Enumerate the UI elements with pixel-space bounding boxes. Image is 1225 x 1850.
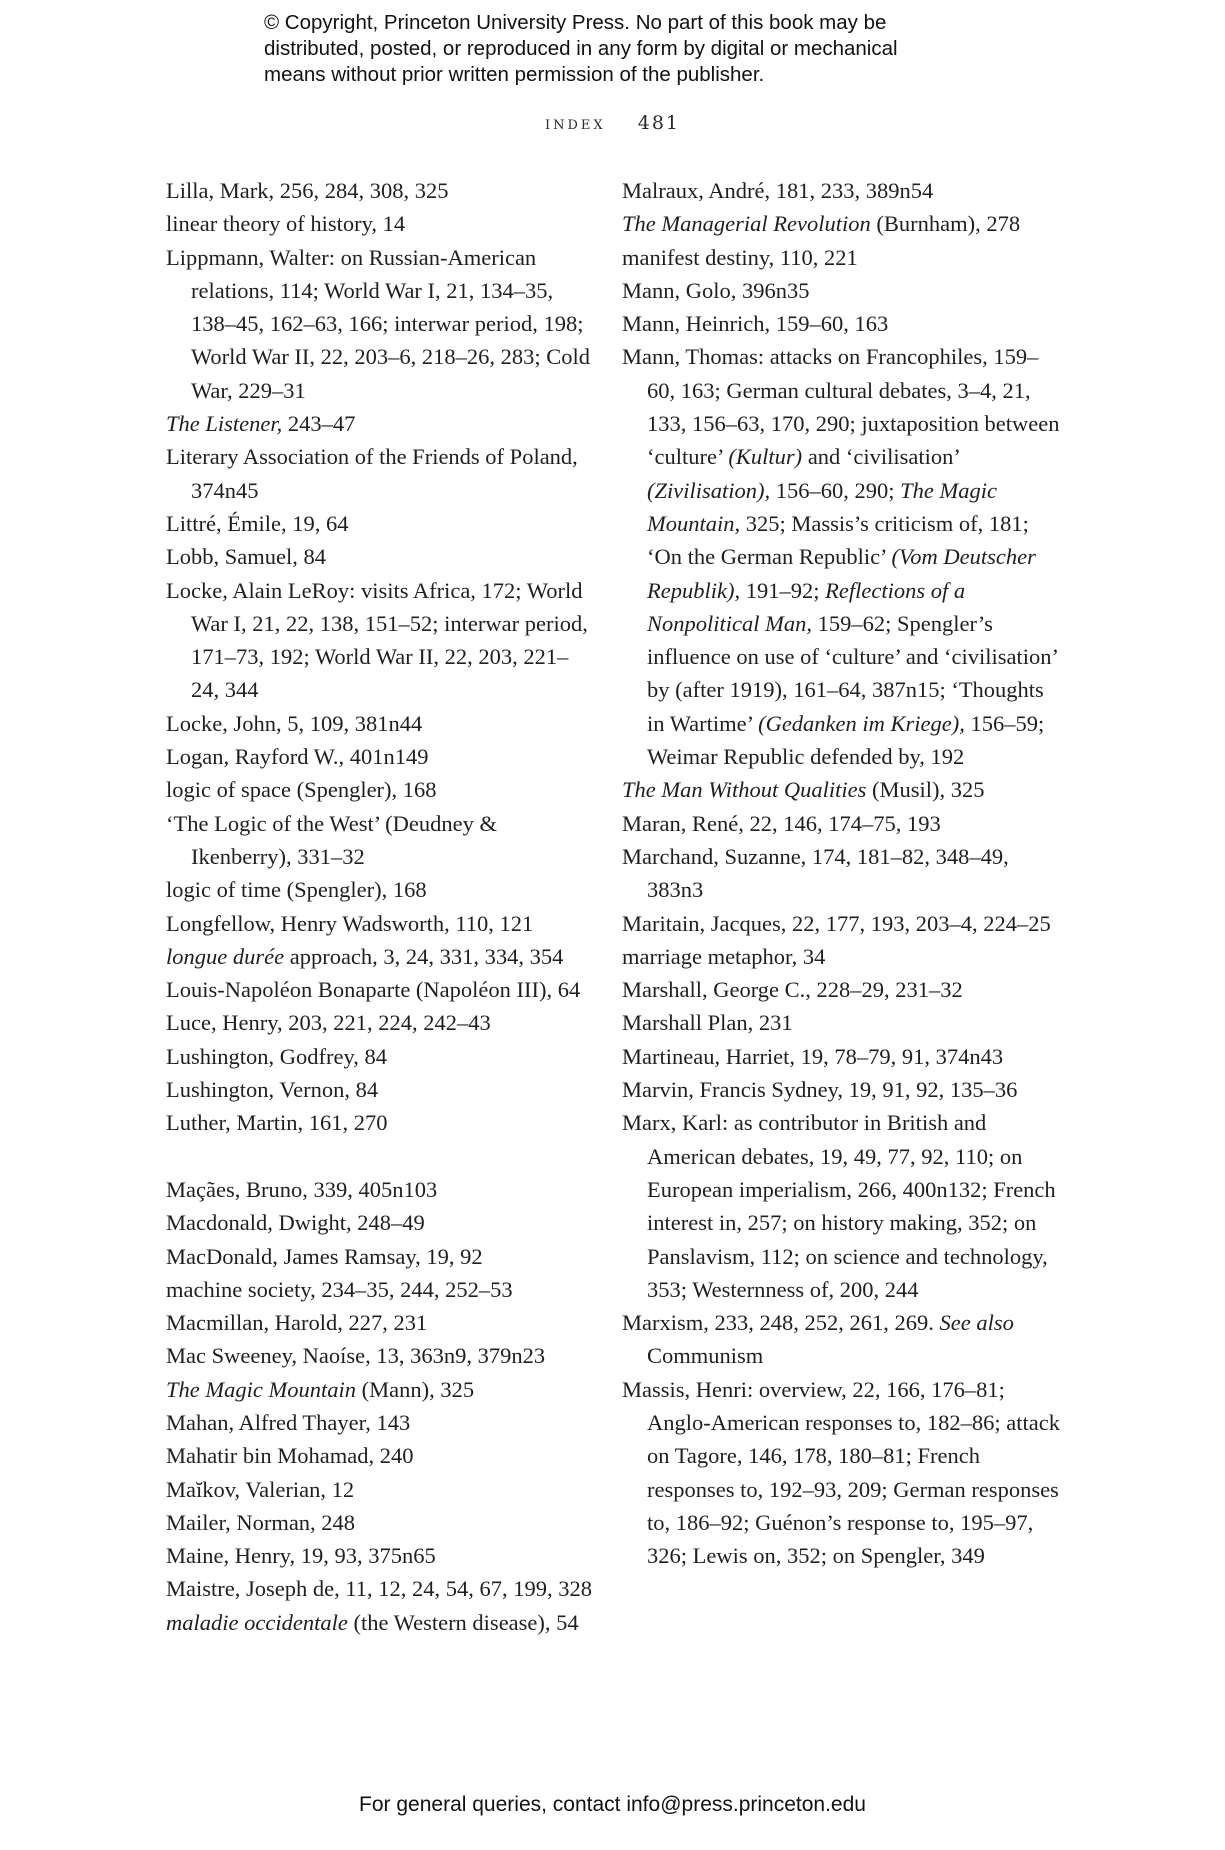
- index-entry-italic-text: The Magic Mountain: [166, 1376, 356, 1402]
- index-entry-text: Mahan, Alfred Thayer, 143: [166, 1409, 411, 1435]
- index-entry-text: Lippmann, Walter: on Russian-American relations, 114; World War I, 21, 134–35, 138–45, 162–63, 166; interwar period, 198; World War II, 22, 203–6, 218–26, 283; Cold War, 229–31: [166, 244, 591, 403]
- index-entry-text: Louis-Napoléon Bonaparte (Napoléon III), 64: [166, 977, 581, 1003]
- index-entry: [166, 1240, 596, 1273]
- index-entry: [622, 1373, 1062, 1573]
- index-entry: [166, 1273, 596, 1306]
- index-entry-text: linear theory of history, 14: [166, 211, 406, 237]
- index-entry: [166, 907, 596, 940]
- index-entry: [622, 840, 1062, 907]
- index-entry: [166, 940, 596, 973]
- index-entry-italic-text: Reflections of a Nonpolitical Man,: [647, 577, 966, 636]
- index-entry-italic-text: (Zivilisation),: [647, 477, 771, 503]
- index-entry-text: machine society, 234–35, 244, 252–53: [166, 1276, 513, 1302]
- index-entry-text: (Musil), 325: [866, 777, 985, 803]
- index-entry-text: Maĭkov, Valerian, 12: [166, 1476, 355, 1502]
- index-entry: [166, 1473, 596, 1506]
- index-entry-italic-text: See also: [939, 1310, 1014, 1336]
- index-entry: [166, 873, 596, 906]
- index-entry-text: Luther, Martin, 161, 270: [166, 1110, 388, 1136]
- index-entry-text: Marshall, George C., 228–29, 231–32: [622, 977, 963, 1003]
- index-entry-text: (the Western disease), 54: [347, 1609, 579, 1635]
- index-entry: [166, 807, 596, 874]
- index-entry-text: Marxism, 233, 248, 252, 261, 269.: [622, 1310, 940, 1336]
- index-entry-text: Literary Association of the Friends of Poland, 374n45: [166, 444, 578, 503]
- index-entry-text: ‘The Logic of the West’ (Deudney & Ikenberry), 331–32: [166, 810, 497, 869]
- index-entry-text: Marshall Plan, 231: [622, 1010, 793, 1036]
- index-entry: [166, 1006, 596, 1039]
- index-entry-text: logic of time (Spengler), 168: [166, 877, 427, 903]
- index-entry: [622, 1306, 1062, 1373]
- index-entry-text: Marx, Karl: as contributor in British and American debates, 19, 49, 77, 92, 110; on European imperialism, 266, 400n132; French interest in, 257; on history making, 352; on Panslavism, 112; on science and technology, 353; Westernness of, 200, 244: [622, 1110, 1056, 1302]
- index-entry: [166, 707, 596, 740]
- index-entry-text: Massis, Henri: overview, 22, 166, 176–81; Anglo-American responses to, 182–86; attack on Tagore, 146, 178, 180–81; French responses to, 192–93, 209; German responses to, 186–92; Guénon’s response to, 195–97, 326; Lewis on, 352; on Spengler, 349: [622, 1376, 1061, 1569]
- index-entry-italic-text: maladie occidentale: [166, 1609, 348, 1635]
- index-entry-text: Macdonald, Dwight, 248–49: [166, 1210, 425, 1236]
- index-entry: [622, 174, 1062, 207]
- index-entry: [166, 740, 596, 773]
- index-entry-text: 325; Massis’s criticism of, 181; ‘On the German Republic’: [647, 510, 1029, 570]
- index-entry-text: Mailer, Norman, 248: [166, 1509, 356, 1535]
- index-entry-text: Mann, Heinrich, 159–60, 163: [622, 311, 889, 337]
- index-entry: [622, 1006, 1062, 1039]
- index-entry-text: Littré, Émile, 19, 64: [166, 510, 349, 536]
- index-entry-text: Maran, René, 22, 146, 174–75, 193: [622, 810, 941, 836]
- index-entry-text: Maine, Henry, 19, 93, 375n65: [166, 1543, 436, 1569]
- running-head: [0, 112, 1225, 134]
- index-entry: [166, 1439, 596, 1472]
- index-entry: [166, 1073, 596, 1106]
- index-entry-text: Martineau, Harriet, 19, 78–79, 91, 374n43: [622, 1043, 1004, 1069]
- index-entry-text: (Burnham), 278: [870, 211, 1021, 237]
- index-entry-text: Locke, Alain LeRoy: visits Africa, 172; World War I, 21, 22, 138, 151–52; interwar period, 171–73, 192; World War II, 22, 203, 221–24, 344: [166, 577, 588, 703]
- index-entry: [166, 1306, 596, 1339]
- index-entry: [166, 1539, 596, 1572]
- copyright-notice: [264, 10, 1024, 88]
- index-entry: [622, 973, 1062, 1006]
- index-entry-text: Mann, Thomas: attacks on Francophiles, 159–60, 163; German cultural debates, 3–4, 21, 133, 156–63, 170, 290; juxtaposition between ‘culture’: [622, 344, 1060, 470]
- index-entry: [166, 1572, 596, 1605]
- index-entry-text: 243–47: [282, 411, 356, 437]
- index-entry: [622, 773, 1062, 806]
- index-entry: [166, 1040, 596, 1073]
- index-entry: [622, 807, 1062, 840]
- index-entry: [166, 207, 596, 240]
- index-entry-text: 156–60, 290;: [770, 477, 901, 503]
- index-entry-italic-text: The Man Without Qualities: [622, 777, 867, 803]
- index-entry-italic-text: The Managerial Revolution: [622, 211, 871, 237]
- index-entry-text: Marchand, Suzanne, 174, 181–82, 348–49, 383n3: [622, 843, 1009, 903]
- index-entry: [622, 1106, 1062, 1306]
- index-entry-text: Malraux, André, 181, 233, 389n54: [622, 178, 934, 203]
- index-entry-text: Maritain, Jacques, 22, 177, 193, 203–4, 224–25: [622, 910, 1051, 936]
- index-entry: [166, 1106, 596, 1139]
- index-entry-text: Mahatir bin Mohamad, 240: [166, 1443, 414, 1469]
- index-entry: [166, 1206, 596, 1239]
- index-entry: [166, 773, 596, 806]
- index-entry: [166, 507, 596, 540]
- index-entry: [166, 407, 596, 440]
- index-entry-text: Logan, Rayford W., 401n149: [166, 744, 429, 770]
- index-entry: [166, 1606, 596, 1639]
- index-entry-text: approach, 3, 24, 331, 334, 354: [284, 943, 564, 969]
- copyright-line: distributed, posted, or reproduced in any form by digital or mechanical: [264, 37, 898, 60]
- index-entry-italic-text: (Gedanken im Kriege),: [758, 710, 965, 736]
- running-head-title: index: [545, 112, 606, 134]
- index-entry: [622, 274, 1062, 307]
- index-entry-text: Luce, Henry, 203, 221, 224, 242–43: [166, 1010, 491, 1036]
- index-entry: [166, 1373, 596, 1406]
- index-entry-text: Communism: [647, 1343, 764, 1369]
- index-entry: [166, 973, 596, 1006]
- index-entry: [166, 174, 596, 207]
- index-entry: [622, 307, 1062, 340]
- index-entry-italic-text: The Listener,: [166, 411, 283, 437]
- index-entry-text: and ‘civilisation’: [802, 444, 960, 470]
- index-entry-text: Lushington, Vernon, 84: [166, 1077, 379, 1103]
- index-column-right: [622, 174, 1062, 1572]
- index-entry: [622, 1040, 1062, 1073]
- index-entry-text: (Mann), 325: [355, 1376, 475, 1402]
- index-entry: [166, 1406, 596, 1439]
- index-entry-text: Lilla, Mark, 256, 284, 308, 325: [166, 178, 449, 203]
- index-entry-text: Marvin, Francis Sydney, 19, 91, 92, 135–36: [622, 1077, 1018, 1103]
- index-entry-text: logic of space (Spengler), 168: [166, 777, 437, 803]
- index-entry-text: Mann, Golo, 396n35: [622, 277, 810, 303]
- index-entry-text: 191–92;: [740, 577, 826, 603]
- index-entry-text: Maistre, Joseph de, 11, 12, 24, 54, 67, 199, 328: [166, 1576, 593, 1602]
- index-entry: [166, 440, 596, 507]
- index-entry-text: Locke, John, 5, 109, 381n44: [166, 710, 423, 736]
- copyright-line: © Copyright, Princeton University Press. No part of this book may be: [264, 11, 887, 34]
- index-entry: [166, 540, 596, 573]
- index-entry-text: manifest destiny, 110, 221: [622, 244, 858, 270]
- index-entry: [166, 241, 596, 407]
- index-entry-italic-text: (Vom Deutscher Republik),: [647, 544, 1036, 603]
- index-column-left: [166, 174, 596, 1639]
- index-entry-italic-text: The Magic Mountain,: [647, 477, 997, 536]
- copyright-line: means without prior written permission of the publisher.: [264, 63, 765, 86]
- index-entry: [622, 340, 1062, 773]
- index-entry-text: MacDonald, James Ramsay, 19, 92: [166, 1243, 483, 1269]
- index-entry: [166, 574, 596, 707]
- index-entry: [622, 1073, 1062, 1106]
- letter-group-gap: [166, 1140, 596, 1173]
- index-entry: [166, 1173, 596, 1206]
- index-entry-text: 156–59; Weimar Republic defended by, 192: [647, 710, 1045, 770]
- index-entry-italic-text: longue durée: [166, 943, 285, 969]
- index-entry: [622, 907, 1062, 940]
- index-entry-text: Lobb, Samuel, 84: [166, 544, 326, 570]
- page-number: 481: [637, 112, 680, 134]
- footer-contact: For general queries, contact info@press.princeton.edu: [359, 1793, 866, 1816]
- index-entry: [622, 207, 1062, 240]
- index-entry-text: Macmillan, Harold, 227, 231: [166, 1310, 428, 1336]
- index-entry-italic-text: (Kultur): [728, 444, 803, 470]
- index-entry-text: Mac Sweeney, Naoíse, 13, 363n9, 379n23: [166, 1343, 546, 1369]
- index-entry: [622, 940, 1062, 973]
- index-entry: [166, 1339, 596, 1372]
- index-entry-text: Lushington, Godfrey, 84: [166, 1043, 388, 1069]
- index-entry-text: 159–62; Spengler’s influence on use of ‘culture’ and ‘civilisation’ by (after 1919), 161–64, 387n15; ‘Thoughts in Wartime’: [647, 610, 1058, 736]
- index-entry: [622, 241, 1062, 274]
- index-entry: [166, 1506, 596, 1539]
- index-entry-text: Maçães, Bruno, 339, 405n103: [166, 1176, 438, 1202]
- index-entry-text: marriage metaphor, 34: [622, 943, 826, 969]
- index-entry-text: Longfellow, Henry Wadsworth, 110, 121: [166, 910, 534, 936]
